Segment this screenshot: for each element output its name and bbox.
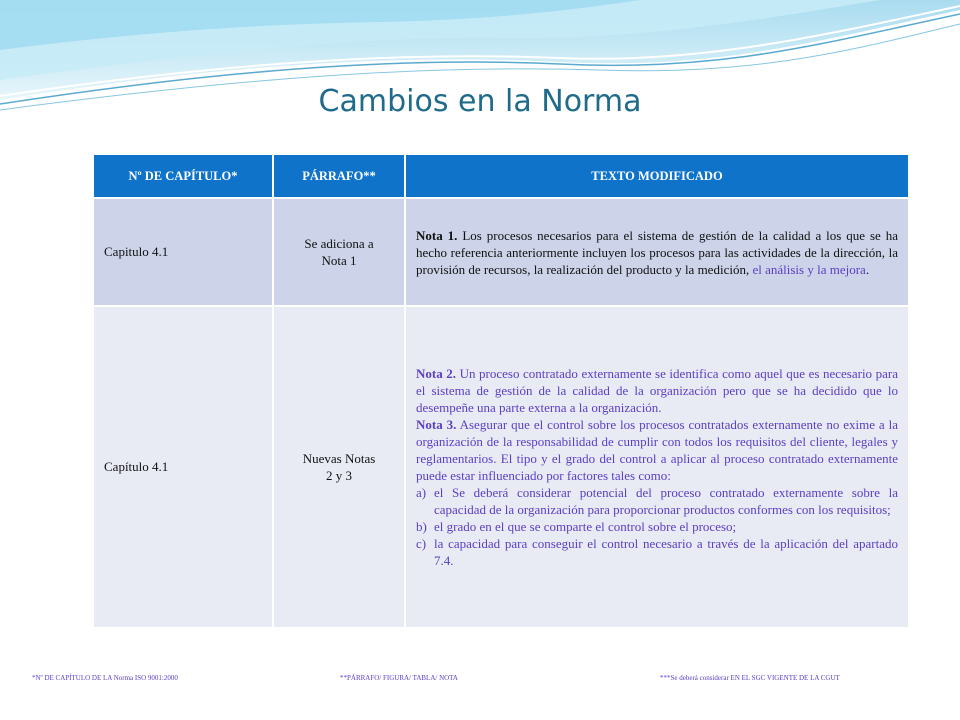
nota-text: Los procesos necesarios para el sistema de gestión de la calidad a los que se ha hecho referencia anteriormente incluyen los procesos para las actividades de la dirección, la provisión de recursos, la realización del producto y la medición, <box>416 227 898 277</box>
nota-2 <box>416 365 898 416</box>
list-text: el Se deberá considerar potencial del proceso contratado externamente sobre la capacidad de la organización para proporcionar productos conformes con los requisitos; <box>434 485 898 517</box>
footer-note-middle: **PÁRRAFO/ FIGURA/ TABLA/ NOTA <box>340 674 458 682</box>
cell-texto <box>405 306 909 628</box>
table-row <box>93 306 909 628</box>
table-row <box>93 198 909 306</box>
parrafo-line: Se adiciona a <box>304 236 374 251</box>
nota-text: Asegurar que el control sobre los procesos contratados externamente no exime a la organización de la responsabilidad de cumplir con todos los requisitos del cliente, legales y reglamentarios. El tipo y el grado del control a aplicar al proceso contratado externamente puede estar influenciado por factores tales como: <box>416 417 899 483</box>
nota-end: . <box>865 261 870 277</box>
list-marker: b) <box>416 519 427 534</box>
header-capitulo: Nº DE CAPÍTULO* <box>93 154 273 198</box>
cell-parrafo <box>273 198 405 306</box>
list-marker: c) <box>416 536 427 551</box>
changes-table <box>92 153 910 629</box>
footer-note-right: ***Se deberá considerar EN EL SGC VIGENTE DE LA CGUT <box>660 674 840 682</box>
page-title: Cambios en la Norma <box>318 84 642 119</box>
parrafo-line: Nuevas Notas <box>302 451 376 466</box>
nota-label: Nota 2. <box>416 366 457 381</box>
nota-label: Nota 1. <box>416 227 458 243</box>
list-item <box>416 535 898 569</box>
cell-capitulo: Capitulo 4.1 <box>93 198 273 306</box>
header-parrafo: PÁRRAFO** <box>273 154 405 198</box>
nota-added-text: el análisis y la mejora <box>752 261 866 277</box>
cell-capitulo: Capítulo 4.1 <box>93 306 273 628</box>
nota-text: Un proceso contratado externamente se identifica como aquel que es necesario para el sistema de gestión de la calidad de la organización pero que se ha decidido que lo desempeñe una parte externa a la organización. <box>416 366 898 415</box>
list-text: la capacidad para conseguir el control necesario a través de la aplicación del apartado 7.4. <box>434 536 898 568</box>
table-header-row <box>93 154 909 198</box>
list-text: el grado en el que se comparte el control sobre el proceso; <box>434 519 737 534</box>
nota-label: Nota 3. <box>416 417 457 432</box>
header-texto: TEXTO MODIFICADO <box>405 154 909 198</box>
cell-texto <box>405 198 909 306</box>
list-marker: a) <box>416 485 427 500</box>
parrafo-line: Nota 1 <box>321 253 357 268</box>
list-item <box>416 518 898 535</box>
nota-3 <box>416 416 898 484</box>
cell-parrafo <box>273 306 405 628</box>
parrafo-line: 2 y 3 <box>326 468 352 483</box>
list-item <box>416 484 898 518</box>
footer-note-left: *Nº DE CAPÍTULO DE LA Norma ISO 9001:2000 <box>32 674 178 682</box>
